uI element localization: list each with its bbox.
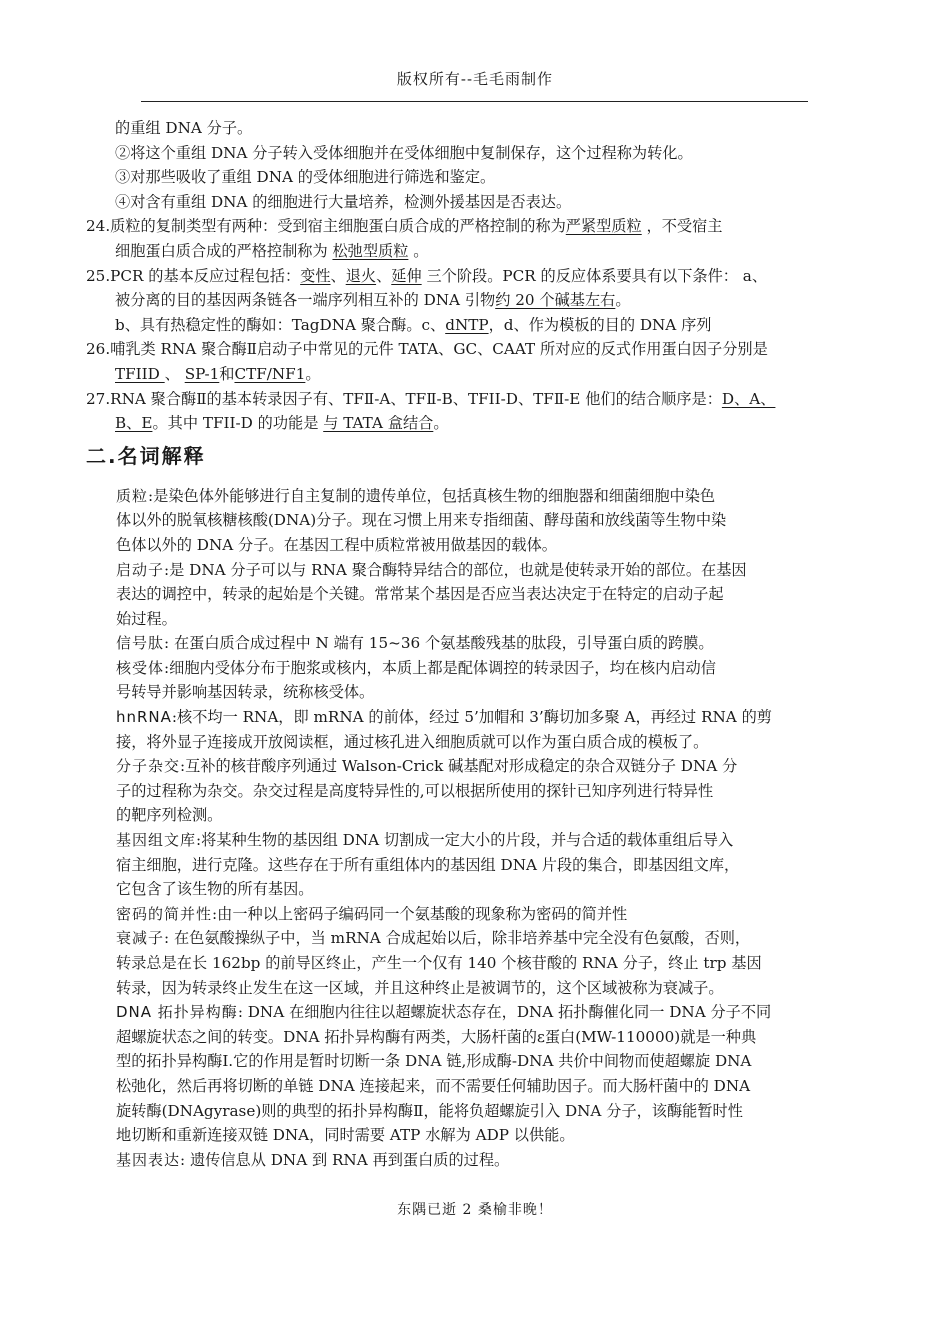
answer-blank: dNTP — [445, 315, 489, 334]
answer-blank: SP-1 — [184, 364, 220, 383]
question-text: 、 — [164, 364, 185, 383]
definition-text: 型的拓扑异构酶Ⅰ.它的作用是暂时切断一条 DNA 链,形成酶-DNA 共价中间物而使超螺旋 DNA — [116, 1052, 752, 1071]
definition-text: : 在蛋白质合成过程中 N 端有 15~36 个氨基酸残基的肽段，引导蛋白质的跨膜。 — [164, 634, 714, 653]
question-text: 被分离的目的基因两条链各一端序列相互补的 DNA 引物 — [115, 291, 496, 310]
question-27 — [86, 387, 876, 412]
paragraph-line: ③对那些吸收了重组 DNA 的受体细胞进行筛选和鉴定。 — [115, 168, 496, 187]
definition-text: 它包含了该生物的所有基因。 — [116, 880, 314, 899]
question-text: 。 — [615, 291, 631, 310]
question-25 — [86, 264, 876, 289]
question-27-cont — [86, 411, 876, 436]
definition-text: :是 DNA 分子可以与 RNA 聚合酶特异结合的部位，也就是使转录开始的部位。在基因 — [164, 560, 747, 579]
question-text: 25.PCR 的基本反应过程包括： — [86, 266, 301, 285]
question-text: 。 — [433, 414, 449, 433]
term-label: 信号肽 — [116, 634, 165, 653]
answer-blank: D、A、 — [721, 389, 776, 408]
definition-text: 旋转酶(DNAgyrase)则的典型的拓扑异构酶Ⅱ，能将负超螺旋引入 DNA 分子，该酶能暂时性 — [116, 1101, 743, 1120]
question-24-cont — [86, 239, 876, 264]
definition-text: 色体以外的 DNA 分子。在基因工程中质粒常被用做基因的载体。 — [116, 535, 557, 554]
term-label: 分子杂交 — [116, 757, 181, 776]
definition-text: 表达的调控中，转录的起始是个关键。常常某个基因是否应当表达决定于在特定的启动子起 — [116, 585, 724, 604]
answer-blank: 严紧型质粒 — [565, 217, 642, 236]
question-26: 26.哺乳类 RNA 聚合酶Ⅱ启动子中常见的元件 TATA、GC、CAAT 所对应的反式作用蛋白因子分别是 — [86, 340, 768, 359]
definition-topoisomerase — [86, 1000, 876, 1148]
question-text: ，不受宿主 — [641, 217, 723, 236]
paragraph-line: ②将这个重组 DNA 分子转入受体细胞并在受体细胞中复制保存，这个过程称为转化。 — [115, 143, 693, 162]
definition-hybridization — [86, 754, 876, 828]
answer-blank: B、E — [115, 414, 153, 433]
answer-blank: 松弛型质粒 — [332, 241, 409, 260]
definition-genomic-library — [86, 828, 876, 902]
term-label: 启动子 — [116, 560, 165, 579]
definition-promoter — [86, 558, 876, 632]
page-header: 版权所有--毛毛雨制作 — [396, 70, 554, 88]
definition-text: : 遗传信息从 DNA 到 RNA 再到蛋白质的过程。 — [180, 1150, 510, 1169]
page-footer: 东隅已逝 2 桑榆非晚！ — [397, 1202, 553, 1218]
question-text: b、具有热稳定性的酶如：TagDNA 聚合酶。c、 — [115, 315, 446, 334]
definition-plasmid — [86, 484, 876, 558]
question-25-cont — [86, 313, 876, 338]
question-text: 24.质粒的复制类型有两种：受到宿主细胞蛋白质合成的严格控制的称为 — [86, 217, 566, 236]
definition-text: 宿主细胞，进行克隆。这些存在于所有重组体内的基因组 DNA 片段的集合，即基因组文库， — [116, 855, 740, 874]
question-text: ，d、作为模板的目的 DNA 序列 — [488, 315, 712, 334]
definition-text: 转录总是在长 162bp 的前导区终止，产生一个仅有 140 个核苷酸的 RNA 分子，终止 trp 基因 — [116, 954, 762, 972]
definition-attenuator — [86, 926, 876, 1000]
definition-nuclear-receptor — [86, 656, 876, 705]
question-text: 。 — [305, 364, 321, 383]
question-text: 。其中 TFII-D 的功能是 — [152, 414, 324, 433]
question-26-cont — [86, 362, 876, 387]
definition-text: 接，将外显子连接成开放阅读框，通过核孔进入细胞质就可以作为蛋白质合成的模板了。 — [116, 732, 709, 751]
answer-blank: 延伸 — [391, 266, 422, 285]
definition-text: 的靶序列检测。 — [116, 806, 223, 825]
question-text: 和 — [219, 364, 235, 383]
definition-text: :将某种生物的基因组 DNA 切割成一定大小的片段，并与合适的载体重组后导入 — [196, 831, 734, 850]
paragraph-line: 的重组 DNA 分子。 — [115, 119, 253, 137]
definition-codon-degeneracy — [86, 902, 876, 927]
answer-blank: 退火 — [345, 266, 377, 285]
term-label: 密码的简并性 — [116, 904, 213, 923]
definition-text: :由一种以上密码子编码同一个氨基酸的现象称为密码的简并性 — [212, 904, 628, 923]
definition-text: 号转导并影响基因转录，统称核受体。 — [116, 683, 375, 702]
term-label: 质粒 — [116, 486, 149, 505]
definition-text: 超螺旋状态之间的转变。DNA 拓扑异构酶有两类，大肠杆菌的ε蛋白(MW-110000)就是一种典 — [116, 1027, 757, 1046]
section-heading: 二.名词解释 — [86, 443, 206, 468]
definition-text: 地切断和重新连接双链 DNA，同时需要 ATP 水解为 ADP 以供能。 — [116, 1126, 575, 1145]
definition-text: : DNA 在细胞内往往以超螺旋状态存在，DNA 拓扑酶催化同一 DNA 分子不同 — [237, 1003, 772, 1022]
question-25-cont — [86, 288, 876, 313]
answer-blank: 约 20 个碱基左右 — [495, 291, 616, 310]
definition-hnrna — [86, 705, 876, 754]
definition-text: :细胞内受体分布于胞浆或核内，本质上都是配体调控的转录因子，均在核内启动信 — [164, 658, 716, 677]
paragraph-line: ④对含有重组 DNA 的细胞进行大量培养，检测外援基因是否表达。 — [115, 192, 572, 211]
question-text: 、 — [330, 266, 346, 285]
definition-text: 体以外的脱氧核糖核酸(DNA)分子。现在习惯上用来专指细菌、酵母菌和放线菌等生物中染 — [116, 511, 727, 530]
question-24 — [86, 214, 876, 239]
term-label: hnRNA — [116, 708, 172, 727]
definition-text: 子的过程称为杂交。杂交过程是高度特异性的,可以根据所使用的探针已知序列进行特异性 — [116, 781, 714, 800]
definition-signal-peptide — [86, 631, 876, 656]
definition-text: : 在色氨酸操纵子中，当 mRNA 合成起始以后，除非培养基中完全没有色氨酸，否则， — [164, 929, 751, 948]
definition-text: :互补的核苷酸序列通过 Walson-Crick 碱基配对形成稳定的杂合双链分子 DNA 分 — [180, 757, 738, 776]
answer-blank: TFIID — [115, 364, 165, 383]
term-label: 衰减子 — [116, 929, 165, 948]
question-text: 、 — [376, 266, 392, 285]
answer-blank: 变性 — [300, 266, 331, 285]
answer-blank: CTF/NF1 — [234, 364, 306, 383]
definition-gene-expression — [86, 1148, 876, 1173]
term-label: 基因表达 — [116, 1150, 181, 1169]
header-divider — [141, 101, 808, 102]
term-label: DNA 拓扑异构酶 — [116, 1003, 238, 1022]
document-body — [86, 116, 876, 1172]
definition-text: 松弛化，然后再将切断的单链 DNA 连接起来，而不需要任何辅助因子。而大肠杆菌中的 DNA — [116, 1076, 751, 1095]
definition-text: :是染色体外能够进行自主复制的遗传单位，包括真核生物的细胞器和细菌细胞中染色 — [148, 486, 716, 505]
answer-blank: 与 TATA 盒结合 — [323, 414, 434, 433]
question-text: 三个阶段。PCR 的反应体系要具有以下条件： a、 — [421, 266, 768, 285]
definition-text: 转录，因为转录终止发生在这一区域，并且这种终止是被调节的，这个区域被称为衰减子。 — [116, 978, 724, 997]
definition-text: :核不均一 RNA，即 mRNA 的前体，经过 5’加帽和 3’酶切加多聚 A，再经过 RNA 的剪 — [171, 708, 772, 727]
term-label: 核受体 — [116, 658, 165, 677]
definition-text: 始过程。 — [116, 609, 177, 628]
question-text: 细胞蛋白质合成的严格控制称为 — [115, 241, 333, 260]
question-text: 。 — [408, 241, 429, 260]
question-text: 27.RNA 聚合酶Ⅱ的基本转录因子有、TFⅡ-A、TFⅡ-B、TFII-D、TFⅡ-E 他们的结合顺序是： — [86, 389, 722, 408]
term-label: 基因组文库 — [116, 831, 197, 850]
